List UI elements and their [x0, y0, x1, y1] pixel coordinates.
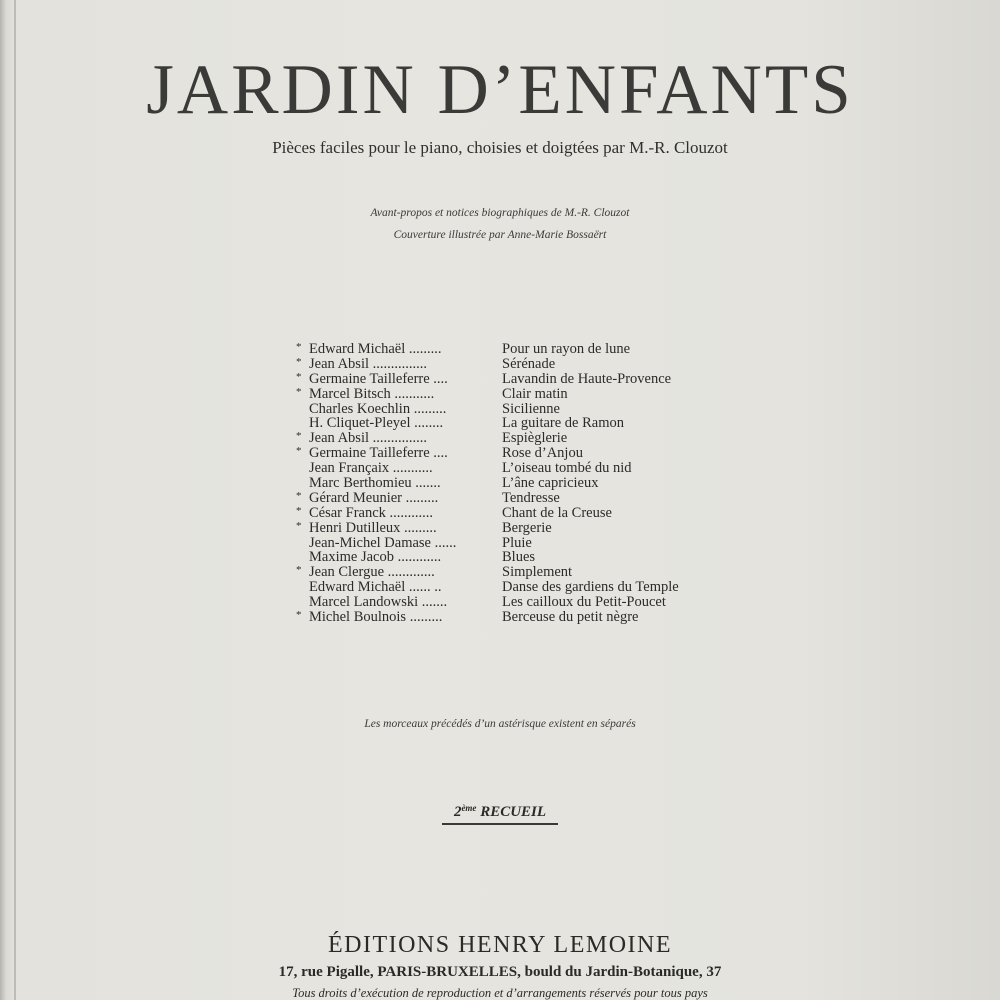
composer-name: Charles Koechlin .........: [309, 400, 447, 417]
contents-row: [290, 506, 760, 521]
piece-title: Lavandin de Haute-Provence: [502, 370, 672, 387]
composer-name: Jean-Michel Damase ......: [309, 534, 457, 551]
piece-title: Pour un rayon de lune: [502, 341, 631, 357]
contents-row: [290, 357, 760, 372]
composer-name: Marcel Landowski .......: [309, 594, 448, 611]
contents-row: [290, 536, 760, 551]
table-of-contents: [290, 342, 760, 625]
piece-title: Pluie: [502, 534, 532, 551]
contents-row: [290, 431, 760, 446]
composer-name: Germaine Tailleferre ....: [309, 370, 448, 387]
contents-row: [290, 446, 760, 461]
separate-edition-asterisk: *: [296, 430, 302, 443]
contents-row: [290, 521, 760, 536]
piece-title: Rose d’Anjou: [502, 445, 583, 462]
separate-edition-asterisk: *: [296, 489, 302, 502]
piece-title: Clair matin: [502, 385, 568, 402]
composer-name: Henri Dutilleux .........: [309, 519, 437, 536]
piece-title: Les cailloux du Petit-Poucet: [502, 594, 666, 611]
separate-edition-asterisk: *: [296, 519, 302, 532]
contents-row: [290, 491, 760, 506]
composer-name: César Franck ............: [309, 504, 434, 521]
separate-edition-asterisk: *: [296, 385, 302, 398]
contents-row: [290, 550, 760, 565]
contents-row: [290, 342, 760, 357]
separate-edition-asterisk: *: [296, 564, 302, 577]
piece-title: Tendresse: [502, 489, 560, 506]
piece-title: La guitare de Ramon: [502, 415, 624, 432]
piece-title: L’oiseau tombé du nid: [502, 460, 632, 477]
contents-row: [290, 387, 760, 402]
contents-row: [290, 610, 760, 625]
piece-title: Bergerie: [502, 519, 552, 536]
composer-name: Maxime Jacob ............: [309, 549, 442, 566]
separate-edition-asterisk: *: [296, 504, 302, 517]
piece-title: Sicilienne: [502, 400, 560, 417]
piece-title: Blues: [502, 549, 536, 566]
composer-name: Gérard Meunier .........: [309, 489, 439, 506]
composer-name: Jean Françaix ...........: [309, 460, 433, 477]
contents-row: [290, 565, 760, 580]
composer-name: Germaine Tailleferre ....: [309, 445, 448, 462]
piece-title: Simplement: [502, 564, 573, 581]
credit-foreword: Avant-propos et notices biographiques de M.-R. Clouzot: [370, 207, 630, 219]
contents-row: [290, 595, 760, 610]
composer-name: Jean Absil ...............: [309, 430, 428, 447]
piece-title: Espièglerie: [502, 430, 568, 447]
composer-name: Marcel Bitsch ...........: [309, 385, 435, 402]
volume-label: [0, 803, 1000, 825]
contents-row: [290, 461, 760, 476]
separate-edition-asterisk: *: [296, 445, 302, 458]
separate-edition-asterisk: *: [296, 355, 302, 368]
contents-row: [290, 372, 760, 387]
contents-row: [290, 580, 760, 595]
credits-block: [0, 202, 1000, 246]
composer-name: H. Cliquet-Pleyel ........: [309, 415, 444, 432]
page-title: JARDIN D’ENFANTS: [146, 51, 854, 129]
credit-cover-illustration: Couverture illustrée par Anne-Marie Bossaërt: [393, 229, 607, 241]
composer-name: Marc Berthomieu .......: [309, 475, 441, 492]
composer-name: Jean Absil ...............: [309, 355, 428, 372]
asterisk-note: Les morceaux précédés d’un astérisque existent en séparés: [364, 718, 636, 730]
separate-edition-asterisk: *: [296, 609, 302, 622]
volume-number: 2: [453, 804, 462, 820]
composer-name: Jean Clergue .............: [309, 564, 435, 581]
composer-name: Edward Michaël ...... ..: [309, 579, 442, 596]
volume-number-suffix: ème: [461, 803, 477, 813]
contents-row: [290, 476, 760, 491]
publisher-name: ÉDITIONS HENRY LEMOINE: [327, 932, 673, 958]
publisher-address: 17, rue Pigalle, PARIS-BRUXELLES, bould du Jardin-Botanique, 37: [278, 964, 722, 980]
volume-underline: [442, 823, 558, 825]
contents-row: [290, 402, 760, 417]
piece-title: Chant de la Creuse: [502, 504, 612, 521]
rights-notice: Tous droits d’exécution de reproduction et d’arrangements réservés pour tous pays: [292, 986, 708, 1000]
piece-title: Sérénade: [502, 355, 556, 372]
separate-edition-asterisk: *: [296, 341, 302, 353]
contents-row: [290, 416, 760, 431]
piece-title: L’âne capricieux: [502, 475, 599, 492]
page-subtitle: Pièces faciles pour le piano, choisies et doigtées par M.-R. Clouzot: [272, 138, 728, 157]
composer-name: Edward Michaël .........: [309, 341, 442, 357]
piece-title: Danse des gardiens du Temple: [502, 579, 679, 596]
composer-name: Michel Boulnois .........: [309, 609, 443, 626]
volume-word: RECUEIL: [480, 804, 547, 820]
piece-title: Berceuse du petit nègre: [502, 609, 639, 626]
separate-edition-asterisk: *: [296, 370, 302, 383]
